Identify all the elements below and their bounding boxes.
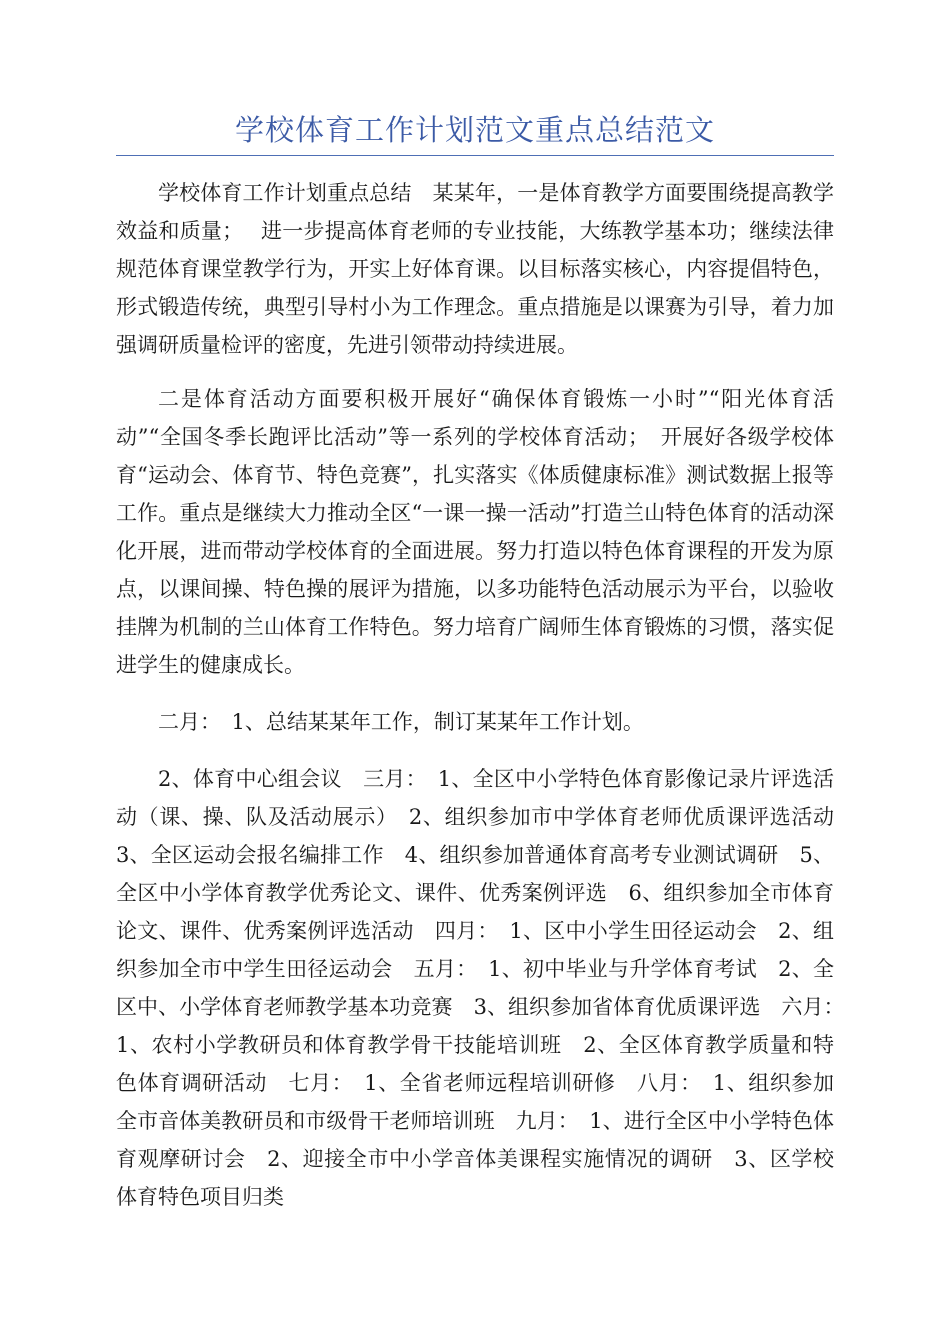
- paragraph-2: 二是体育活动方面要积极开展好“确保体育锻炼一小时”“阳光体育活动”“全国冬季长跑评比活动”等一系列的学校体育活动； 开展好各级学校体育“运动会、体育节、特色竞赛”，扎实落实《体质健康标准》测试数据上报等工作。重点是继续大力推动全区“一课一操一活动”打造兰山特色体育的活动深化开展，进而带动学校体育的全面进展。努力打造以特色体育课程的开发为原点，以课间操、特色操的展评为措施，以多功能特色活动展示为平台，以验收挂牌为机制的兰山体育工作特色。努力培育广阔师生体育锻炼的习惯，落实促进学生的健康成长。: [116, 387, 834, 677]
- title-underline: [116, 155, 834, 156]
- paragraph-1: 学校体育工作计划重点总结 某某年，一是体育教学方面要围绕提高教学效益和质量； 进一步提高体育老师的专业技能，大练教学基本功；继续法律规范体育课堂教学行为，开实上好体育课。以目标落实核心，内容提倡特色，形式锻造传统，典型引导村小为工作理念。重点措施是以课赛为引导，着力加强调研质量检评的密度，先进引领带动持续进展。: [116, 181, 834, 357]
- paragraph-3: 二月： 1、总结某某年工作，制订某某年工作计划。: [158, 710, 644, 734]
- document-title: 学校体育工作计划范文重点总结范文: [234, 113, 715, 147]
- paragraph-4: 2、体育中心组会议 三月： 1、全区中小学特色体育影像记录片评选活动（课、操、队及活动展示） 2、组织参加市中学体育老师优质课评选活动 3、全区运动会报名编排工作 4、组织参加普通体育高考专业测试调研 5、全区中小学体育教学优秀论文、课件、优秀案例评选 6、组织参加全市体育论文、课件、优秀案例评选活动 四月： 1、区中小学生田径运动会 2、组织参加全市中学生田径运动会 五月： 1、初中毕业与升学体育考试 2、全区中、小学体育老师教学基本功竞赛 3、组织参加省体育优质课评选 六月： 1、农村小学教研员和体育教学骨干技能培训班 2、全区体育教学质量和特色体育调研活动 七月： 1、全省老师远程培训研修 八月： 1、组织参加全市音体美教研员和市级骨干老师培训班 九月： 1、进行全区中小学特色体育观摩研讨会 2、迎接全市中小学音体美课程实施情况的调研 3、区学校体育特色项目归类: [116, 767, 855, 1209]
